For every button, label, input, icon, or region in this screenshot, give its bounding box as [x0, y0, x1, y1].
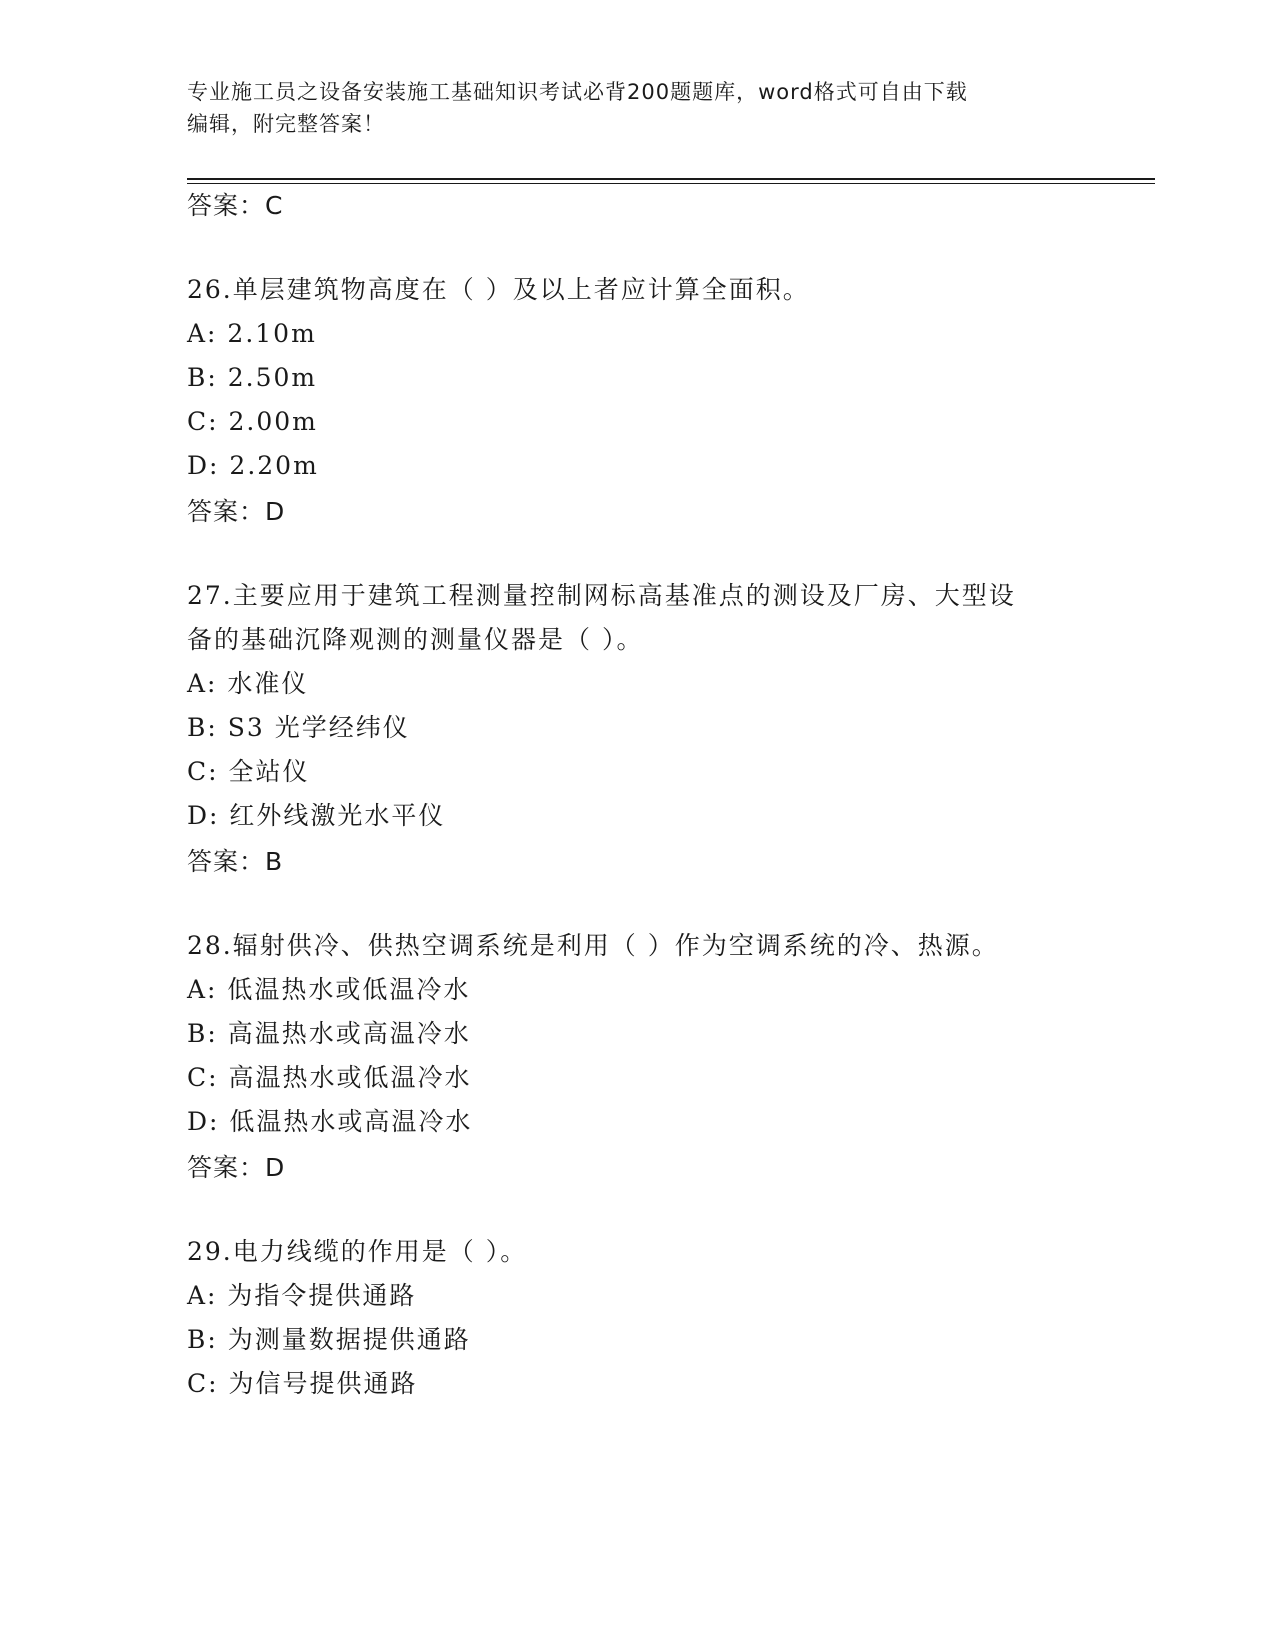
option-a: A: 2.10m [187, 319, 317, 348]
option-c: C: 全站仪 [187, 757, 310, 786]
question-stem: 29.电力线缆的作用是（ ）。 [187, 1237, 528, 1266]
option-b: B: 高温热水或高温冷水 [187, 1019, 471, 1048]
question-stem: 28.辐射供冷、供热空调系统是利用（ ）作为空调系统的冷、热源。 [187, 931, 999, 960]
option-a: A: 为指令提供通路 [187, 1281, 417, 1310]
option-b: B: S3 光学经纬仪 [187, 713, 410, 742]
answer: 答案：D [187, 497, 286, 526]
question-stem-line-1: 27.主要应用于建筑工程测量控制网标高基准点的测设及厂房、大型设 [187, 581, 1016, 610]
header-divider-thin [187, 183, 1155, 184]
option-a: A: 低温热水或低温冷水 [187, 975, 471, 1004]
document-header [187, 76, 1087, 140]
option-d: D: 红外线激光水平仪 [187, 801, 446, 830]
header-divider-thick [187, 178, 1155, 180]
option-c: C: 高温热水或低温冷水 [187, 1063, 472, 1092]
question-stem: 26.单层建筑物高度在（ ）及以上者应计算全面积。 [187, 275, 810, 304]
previous-answer: 答案：C [187, 191, 284, 220]
option-c: C: 2.00m [187, 407, 318, 436]
option-a: A: 水准仪 [187, 669, 309, 698]
option-c: C: 为信号提供通路 [187, 1369, 418, 1398]
option-d: D: 低温热水或高温冷水 [187, 1107, 473, 1136]
answer: 答案：B [187, 847, 284, 876]
question-stem-line-2: 备的基础沉降观测的测量仪器是（ ）。 [187, 625, 644, 654]
option-b: B: 为测量数据提供通路 [187, 1325, 471, 1354]
option-b: B: 2.50m [187, 363, 318, 392]
option-d: D: 2.20m [187, 451, 319, 480]
answer: 答案：D [187, 1153, 286, 1182]
header-line-1: 专业施工员之设备安装施工基础知识考试必背200题题库，word格式可自由下载 [187, 80, 968, 104]
header-line-2: 编辑，附完整答案！ [187, 112, 385, 136]
